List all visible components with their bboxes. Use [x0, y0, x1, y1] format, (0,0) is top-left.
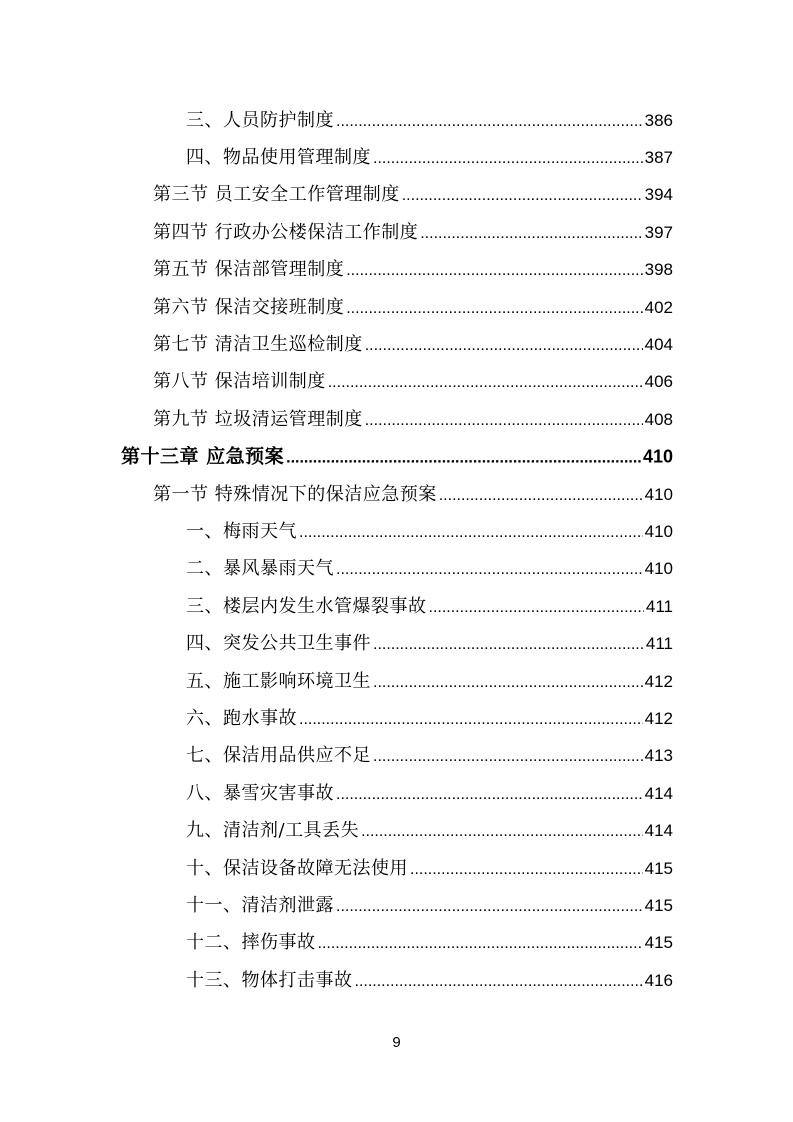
toc-entry-title: 十一、清洁剂泄露 — [186, 894, 334, 916]
toc-entry-page-number: 386 — [644, 110, 673, 130]
toc-entry-title: 六、跑水事故 — [186, 707, 297, 729]
toc-entry-title: 三、人员防护制度 — [186, 109, 334, 131]
toc-dot-leader — [328, 374, 643, 392]
toc-section-entry[interactable] — [0, 324, 793, 361]
toc-subsection-entry[interactable] — [0, 698, 793, 735]
toc-entry-line — [186, 143, 673, 169]
toc-subsection-entry[interactable] — [0, 923, 793, 960]
toc-dot-leader — [336, 898, 643, 916]
toc-section-entry[interactable] — [0, 287, 793, 324]
toc-entry-title: 十二、摔伤事故 — [186, 932, 316, 954]
toc-entry-page-number: 415 — [644, 858, 673, 878]
toc-entry-page-number: 404 — [644, 335, 673, 355]
toc-entry-title: 第九节 垃圾清运管理制度 — [153, 408, 363, 430]
toc-dot-leader — [429, 599, 644, 617]
toc-entry-line — [121, 442, 673, 469]
toc-entry-line — [186, 554, 673, 580]
toc-entry-page-number: 414 — [644, 783, 673, 803]
toc-subsection-entry[interactable] — [0, 549, 793, 586]
toc-entry-title: 第一节 特殊情况下的保洁应急预案 — [153, 483, 437, 505]
toc-entry-title: 第十三章 应急预案 — [121, 445, 285, 468]
toc-entry-line — [186, 891, 673, 917]
toc-entry-line — [186, 816, 673, 842]
toc-dot-leader — [373, 150, 643, 168]
toc-entry-page-number: 408 — [644, 409, 673, 429]
toc-section-entry[interactable] — [0, 399, 793, 436]
toc-entry-title: 二、暴风暴雨天气 — [186, 558, 334, 580]
toc-entry-line — [153, 330, 673, 356]
toc-entry-title: 三、楼层内发生水管爆裂事故 — [186, 595, 427, 617]
toc-dot-leader — [410, 861, 643, 879]
toc-entry-title: 第六节 保洁交接班制度 — [153, 296, 345, 318]
toc-dot-leader — [402, 187, 643, 205]
toc-chapter-entry[interactable] — [0, 437, 793, 474]
toc-entry-line — [153, 293, 673, 319]
toc-entry-line — [153, 180, 673, 206]
toc-entry-line — [186, 966, 673, 992]
toc-dot-leader — [336, 113, 643, 131]
toc-subsection-entry[interactable] — [0, 810, 793, 847]
toc-dot-leader — [299, 524, 643, 542]
toc-entry-line — [186, 741, 673, 767]
toc-entry-line — [186, 779, 673, 805]
toc-dot-leader — [336, 561, 643, 579]
toc-dot-leader — [299, 711, 643, 729]
toc-dot-leader — [318, 935, 643, 953]
toc-dot-leader — [346, 300, 642, 318]
toc-entry-title: 第三节 员工安全工作管理制度 — [153, 184, 400, 206]
toc-subsection-entry[interactable] — [0, 773, 793, 810]
toc-entry-title: 第八节 保洁培训制度 — [153, 371, 326, 393]
toc-entry-title: 第七节 清洁卫生巡检制度 — [153, 334, 363, 356]
toc-entry-line — [186, 106, 673, 132]
toc-subsection-entry[interactable] — [0, 960, 793, 997]
toc-dot-leader — [355, 973, 643, 991]
toc-subsection-entry[interactable] — [0, 661, 793, 698]
toc-entry-title: 一、梅雨天气 — [186, 520, 297, 542]
toc-entry-page-number: 398 — [644, 260, 673, 280]
toc-entry-page-number: 387 — [644, 148, 673, 168]
toc-dot-leader — [346, 262, 642, 280]
table-of-contents — [0, 100, 793, 997]
toc-section-entry[interactable] — [0, 474, 793, 511]
toc-entry-page-number: 410 — [642, 446, 673, 467]
toc-dot-leader — [286, 450, 641, 468]
toc-subsection-entry[interactable] — [0, 848, 793, 885]
toc-dot-leader — [373, 636, 644, 654]
toc-entry-title: 八、暴雪灾害事故 — [186, 782, 334, 804]
toc-dot-leader — [373, 748, 643, 766]
toc-section-entry[interactable] — [0, 212, 793, 249]
toc-entry-page-number: 416 — [644, 970, 673, 990]
toc-entry-line — [186, 704, 673, 730]
toc-subsection-entry[interactable] — [0, 511, 793, 548]
toc-dot-leader — [365, 337, 643, 355]
toc-entry-line — [186, 854, 673, 880]
toc-subsection-entry[interactable] — [0, 623, 793, 660]
toc-entry-page-number: 411 — [645, 596, 673, 616]
toc-entry-page-number: 394 — [644, 185, 673, 205]
toc-entry-page-number: 406 — [644, 372, 673, 392]
toc-section-entry[interactable] — [0, 250, 793, 287]
toc-dot-leader — [420, 225, 642, 243]
toc-subsection-entry[interactable] — [0, 586, 793, 623]
toc-entry-page-number: 410 — [644, 559, 673, 579]
toc-entry-page-number: 413 — [644, 746, 673, 766]
toc-entry-page-number: 414 — [644, 821, 673, 841]
toc-entry-line — [153, 480, 673, 506]
toc-entry-line — [186, 629, 673, 655]
toc-entry-page-number: 412 — [644, 671, 673, 691]
toc-entry-line — [153, 255, 673, 281]
toc-subsection-entry[interactable] — [0, 100, 793, 137]
toc-dot-leader — [373, 674, 643, 692]
toc-entry-title: 十、保洁设备故障无法使用 — [186, 857, 408, 879]
toc-entry-title: 九、清洁剂/工具丢失 — [186, 820, 360, 842]
toc-entry-page-number: 412 — [644, 708, 673, 728]
toc-dot-leader — [336, 786, 643, 804]
toc-entry-title: 第五节 保洁部管理制度 — [153, 259, 345, 281]
toc-entry-page-number: 415 — [644, 895, 673, 915]
toc-entry-line — [153, 367, 673, 393]
toc-entry-page-number: 411 — [645, 634, 673, 654]
page-number: 9 — [392, 1034, 401, 1051]
toc-entry-line — [186, 517, 673, 543]
toc-entry-line — [186, 592, 673, 618]
toc-dot-leader — [365, 412, 643, 430]
toc-section-entry[interactable] — [0, 362, 793, 399]
toc-entry-title: 七、保洁用品供应不足 — [186, 745, 371, 767]
toc-entry-title: 四、物品使用管理制度 — [186, 147, 371, 169]
toc-subsection-entry[interactable] — [0, 885, 793, 922]
toc-dot-leader — [439, 487, 643, 505]
toc-entry-page-number: 410 — [644, 521, 673, 541]
toc-subsection-entry[interactable] — [0, 137, 793, 174]
toc-dot-leader — [361, 823, 643, 841]
toc-entry-line — [153, 405, 673, 431]
toc-entry-title: 十三、物体打击事故 — [186, 969, 353, 991]
toc-entry-line — [153, 218, 673, 244]
toc-entry-line — [186, 667, 673, 693]
toc-entry-title: 四、突发公共卫生事件 — [186, 633, 371, 655]
toc-entry-page-number: 402 — [644, 297, 673, 317]
toc-entry-title: 五、施工影响环境卫生 — [186, 670, 371, 692]
toc-entry-page-number: 415 — [644, 933, 673, 953]
toc-subsection-entry[interactable] — [0, 736, 793, 773]
toc-section-entry[interactable] — [0, 175, 793, 212]
toc-entry-page-number: 410 — [644, 484, 673, 504]
toc-entry-page-number: 397 — [644, 222, 673, 242]
toc-entry-title: 第四节 行政办公楼保洁工作制度 — [153, 221, 419, 243]
toc-entry-line — [186, 928, 673, 954]
